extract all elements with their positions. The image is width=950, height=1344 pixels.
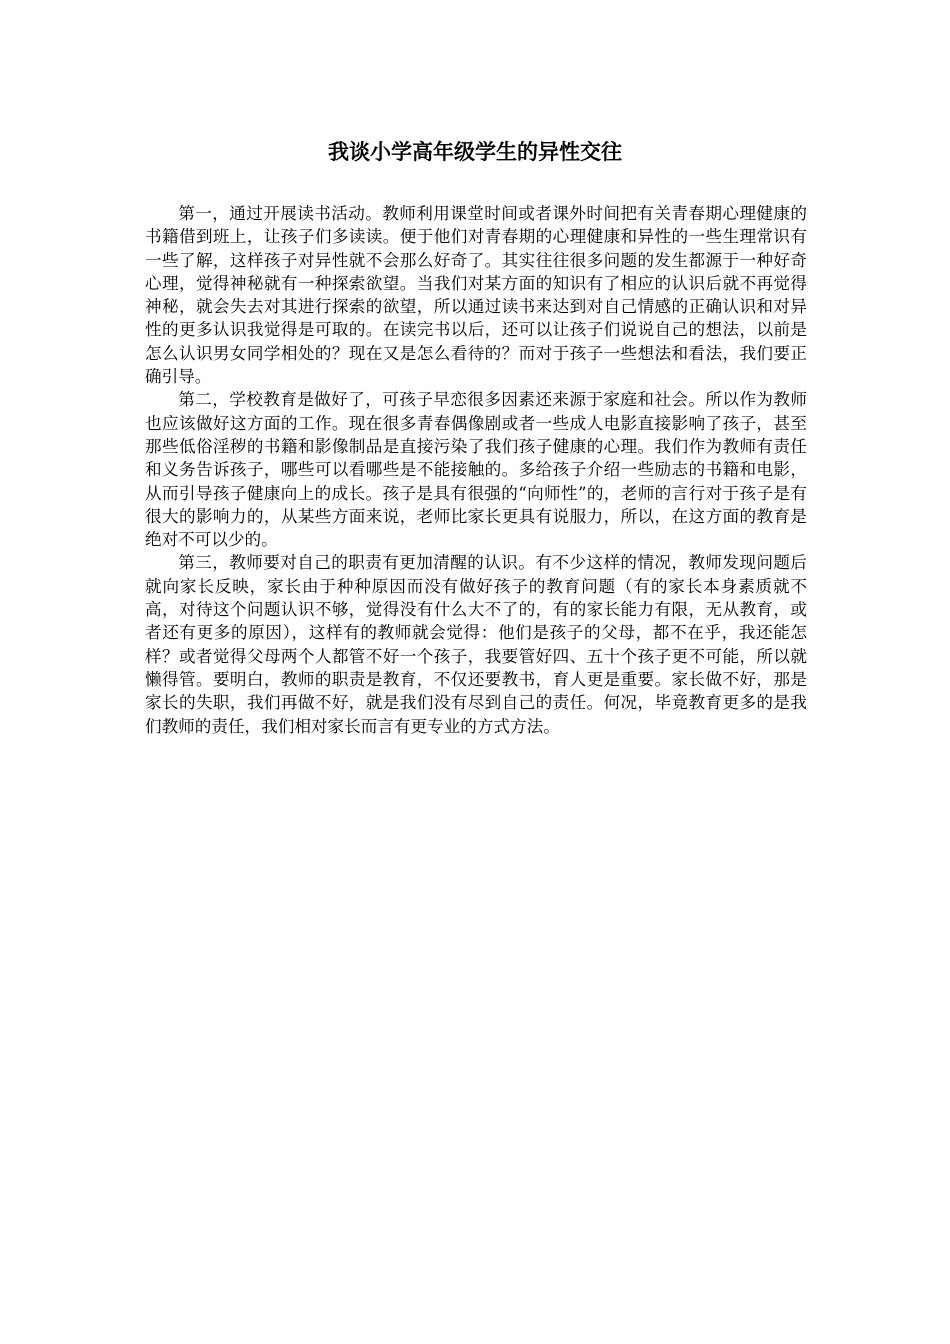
paragraph-1: 第一，通过开展读书活动。教师利用课堂时间或者课外时间把有关青春期心理健康的书籍借到班上，让孩子们多读读。便于他们对青春期的心理健康和异性的一些生理常识有一些了解，这样孩子对异性就不会那么好奇了。其实往往很多问题的发生都源于一种好奇心理，觉得神秘就有一种探索欲望。当我们对某方面的知识有了相应的认识后就不再觉得神秘，就会失去对其进行探索的欲望，所以通过读书来达到对自己情感的正确认识和对异性的更多认识我觉得是可取的。在读完书以后，还可以让孩子们说说自己的想法，以前是怎么认识男女同学相处的？现在又是怎么看待的？而对于孩子一些想法和看法，我们要正确引导。 [145, 204, 807, 387]
paragraph-3: 第三，教师要对自己的职责有更加清醒的认识。有不少这样的情况，教师发现问题后就向家长反映，家长由于种种原因而没有做好孩子的教育问题（有的家长本身素质就不高，对待这个问题认识不够，觉得没有什么大不了的，有的家长能力有限，无从教育，或者还有更多的原因），这样有的教师就会觉得：他们是孩子的父母，都不在乎，我还能怎样？或者觉得父母两个人都管不好一个孩子，我要管好四、五十个孩子更不可能，所以就懒得管。要明白，教师的职责是教育，不仅还要教书，育人更是重要。家长做不好，那是家长的失职，我们再做不好，就是我们没有尽到自己的责任。何况，毕竟教育更多的是我们教师的责任，我们相对家长而言有更专业的方式方法。 [145, 553, 807, 736]
document-body [145, 202, 807, 738]
document-title: 我谈小学高年级学生的异性交往 [328, 140, 622, 164]
paragraph-2: 第二，学校教育是做好了，可孩子早恋很多因素还来源于家庭和社会。所以作为教师也应该做好这方面的工作。现在很多青春偶像剧或者一些成人电影直接影响了孩子，甚至那些低俗淫秽的书籍和影像制品是直接污染了我们孩子健康的心理。我们作为教师有责任和义务告诉孩子，哪些可以看哪些是不能接触的。多给孩子介绍一些励志的书籍和电影，从而引导孩子健康向上的成长。孩子是具有很强的“向师性”的，老师的言行对于孩子是有很大的影响力的，从某些方面来说，老师比家长更具有说服力，所以，在这方面的教育是绝对不可以少的。 [145, 390, 807, 550]
